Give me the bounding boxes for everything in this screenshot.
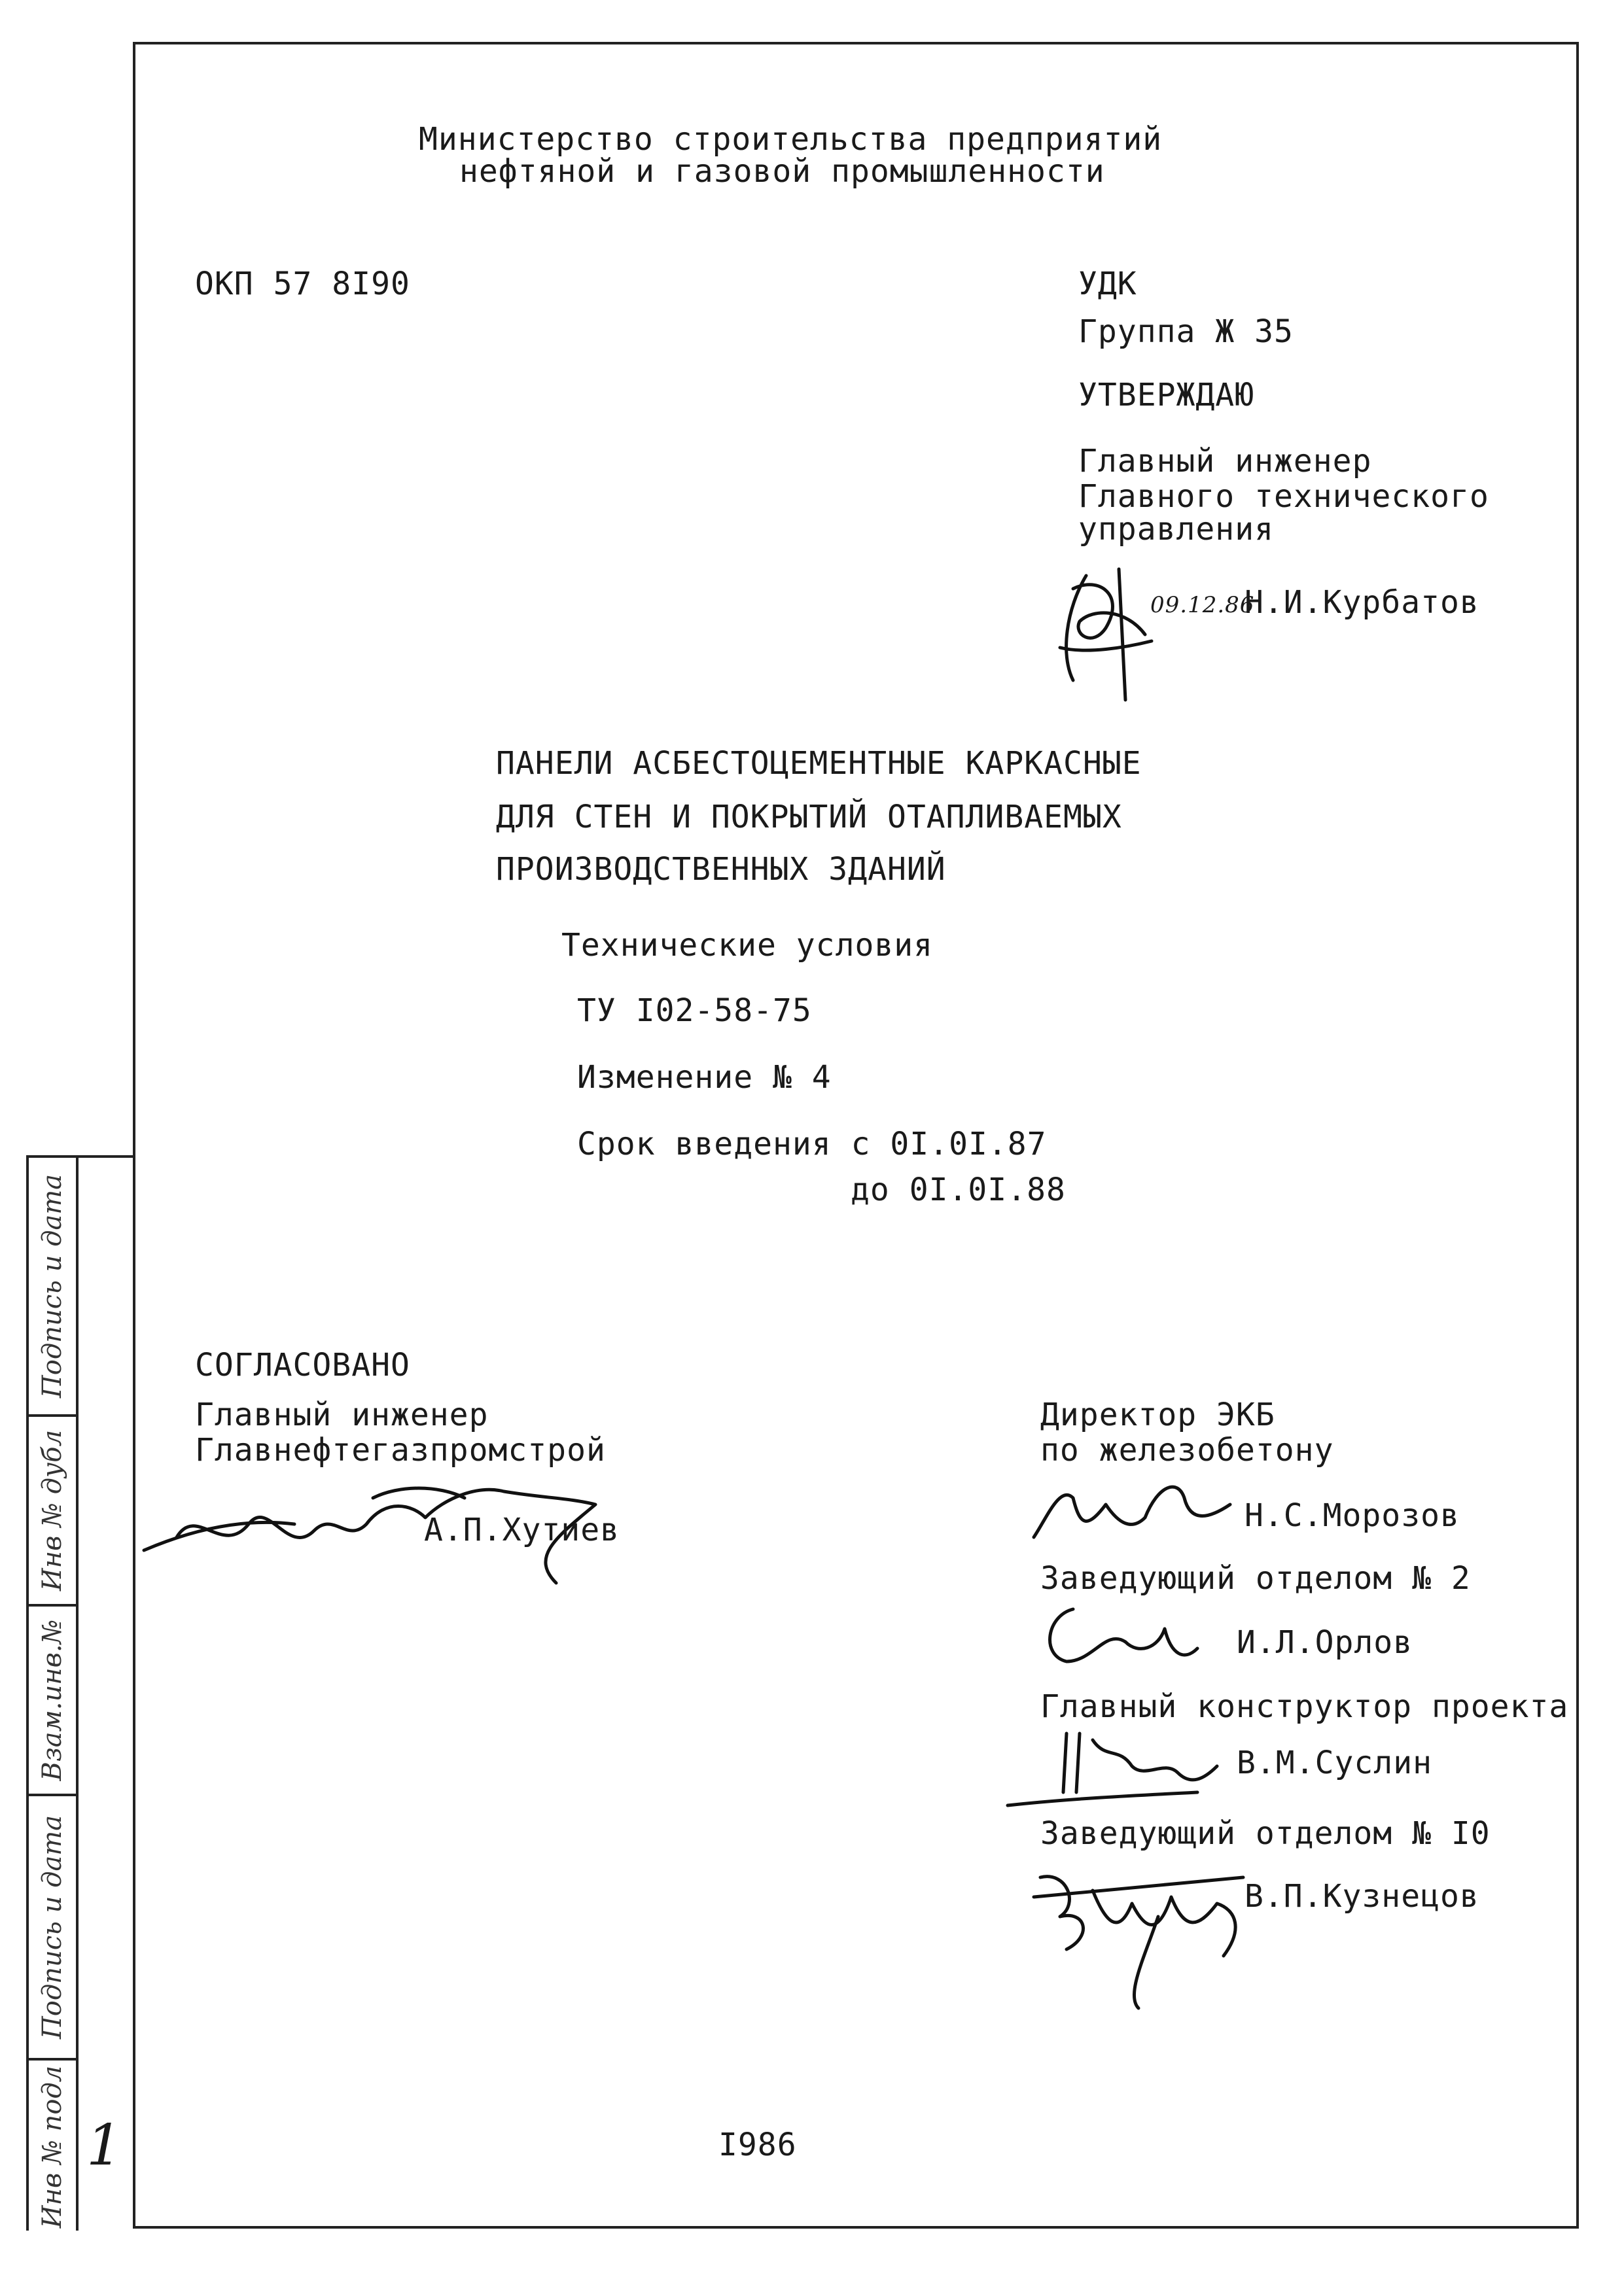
head2-position: Заведующий отделом № 2 <box>1040 1560 1471 1597</box>
side-label: Инв № дубл <box>37 1429 67 1592</box>
document-term-start: Срок введения с 0I.0I.87 <box>577 1126 1047 1162</box>
approval-name: Н.И.Курбатов <box>1244 584 1479 621</box>
approval-position-line-1: Главный инженер <box>1078 443 1372 479</box>
approval-date: 09.12.86 <box>1150 592 1255 618</box>
side-stamp-divider <box>76 1158 79 2231</box>
document-subtitle: Технические условия <box>561 927 934 964</box>
okp-code: ОКП 57 8I90 <box>195 266 410 302</box>
director-signature <box>1021 1459 1243 1570</box>
document-title-line-2: ДЛЯ СТЕН И ПОКРЫТИЙ ОТАПЛИВАЕМЫХ <box>496 799 1122 835</box>
approval-position-line-3: управления <box>1078 511 1274 548</box>
approval-signature <box>1047 549 1158 706</box>
document-term-end: до 0I.0I.88 <box>851 1172 1066 1208</box>
director-name: Н.С.Морозов <box>1244 1497 1460 1534</box>
ministry-line-1: Министерство строительства предприятий <box>419 121 1163 158</box>
side-stamp <box>26 1155 133 2231</box>
agreed-position-line-1: Главный инженер <box>195 1397 489 1433</box>
document-code: ТУ I02-58-75 <box>577 992 812 1029</box>
side-cell-signature-date <box>29 1796 76 2061</box>
document-change-number: Изменение № 4 <box>577 1059 832 1096</box>
agreed-position-line-2: Главнефтегазпромстрой <box>195 1432 606 1469</box>
document-year: I986 <box>718 2127 797 2163</box>
side-label: Взам.инв.№ <box>37 1619 67 1781</box>
approval-position-line-2: Главного технического <box>1078 478 1489 515</box>
group-code: Группа Ж 35 <box>1078 313 1294 350</box>
head10-position: Заведующий отделом № I0 <box>1040 1815 1491 1852</box>
document-title-line-1: ПАНЕЛИ АСБЕСТОЦЕМЕНТНЫЕ КАРКАСНЫЕ <box>496 745 1142 782</box>
head2-signature <box>1034 1596 1204 1675</box>
chief-designer-signature <box>1001 1720 1224 1818</box>
side-label: Подпись и дата <box>37 1815 67 2040</box>
agreed-name: А.П.Хутиев <box>424 1512 620 1548</box>
agreed-title: СОГЛАСОВАНО <box>195 1347 410 1383</box>
director-position-line-2: по железобетону <box>1040 1432 1334 1469</box>
document-title-line-3: ПРОИЗВОДСТВЕННЫХ ЗДАНИЙ <box>496 851 946 888</box>
side-label: Инв № подл <box>37 2065 67 2229</box>
udk-label: УДК <box>1078 266 1137 302</box>
side-cell-original-inventory <box>29 2061 76 2233</box>
ministry-line-2: нефтяной и газовой промышленности <box>459 153 1105 190</box>
side-cell-replacement-inventory <box>29 1607 76 1796</box>
side-original-inventory-value: 1 <box>86 2113 123 2178</box>
side-cell-dup-inventory <box>29 1417 76 1607</box>
chief-designer-name: В.М.Суслин <box>1237 1745 1432 1781</box>
head10-name: В.П.Кузнецов <box>1244 1878 1479 1915</box>
head2-name: И.Л.Орлов <box>1237 1624 1413 1661</box>
head10-signature <box>1027 1851 1263 2015</box>
side-cell-signature-date-2 <box>29 1158 76 1417</box>
side-label: Подпись и дата <box>37 1174 67 1399</box>
director-position-line-1: Директор ЭКБ <box>1040 1397 1275 1433</box>
chief-designer-position: Главный конструктор проекта <box>1040 1688 1569 1725</box>
approval-title: УТВЕРЖДАЮ <box>1078 377 1255 413</box>
